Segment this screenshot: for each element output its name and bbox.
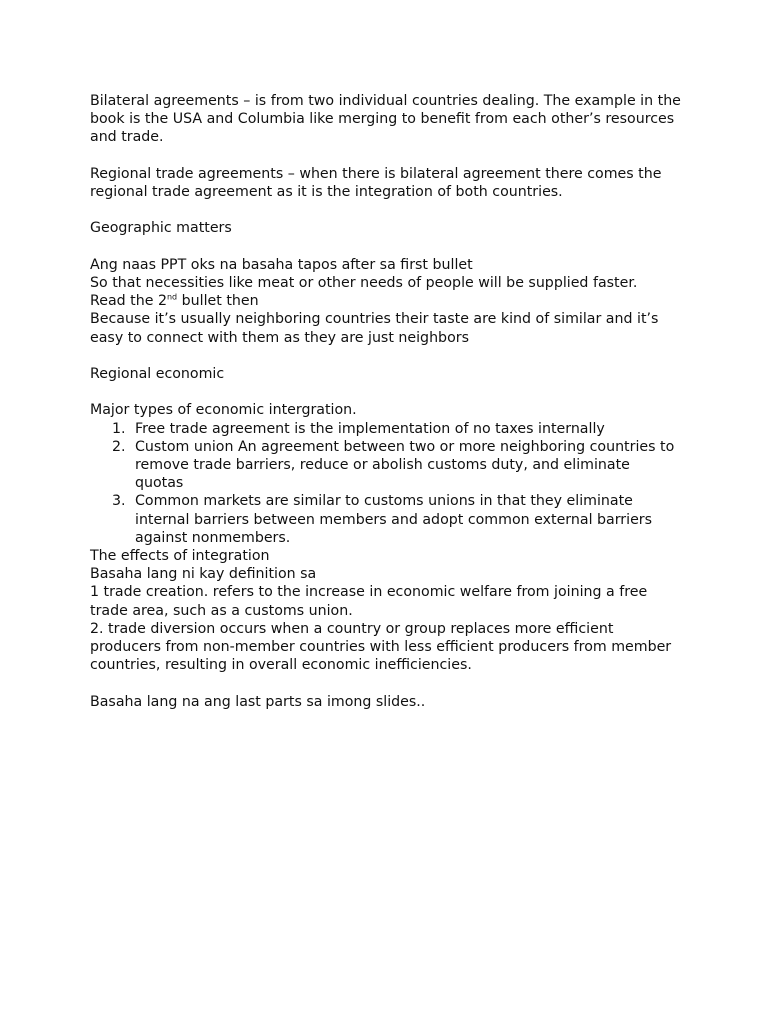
list-number: 3. (112, 493, 126, 510)
blank-line (90, 383, 682, 401)
line-because: Because it’s usually neighboring countries their taste are kind of similar and it’s easy to connect with them as they are just neighbors (90, 311, 659, 346)
document-body (90, 92, 682, 711)
line-major-types: Major types of economic intergration. (90, 402, 357, 419)
read-suffix: bullet then (177, 293, 259, 310)
line-trade-diversion: 2. trade diversion occurs when a country or group replaces more efficient producers from non-member countries with less efficient producers from member countries, resulting in overall economic inefficiencies. (90, 620, 672, 674)
list-number: 2. (112, 438, 126, 455)
paragraph-regional-trade: Regional trade agreements – when there is bilateral agreement there comes the regional trade agreement as it is the integration of both countries. (90, 165, 662, 200)
list-text: Free trade agreement is the implementation of no taxes internally (135, 420, 605, 437)
list-text: Common markets are similar to customs unions in that they eliminate internal barriers between members and adopt common external barriers against nonmembers. (135, 493, 653, 546)
blank-line (90, 201, 682, 219)
line-trade-creation: 1 trade creation. refers to the increase in economic welfare from joining a free trade area, such as a customs union. (90, 584, 648, 619)
heading-regional-economic: Regional economic (90, 365, 225, 382)
blank-line (90, 347, 682, 365)
heading-geographic-matters: Geographic matters (90, 220, 232, 237)
list-number: 1. (112, 420, 126, 437)
list-item (90, 420, 682, 438)
line-necessities: So that necessities like meat or other needs of people will be supplied faster. (90, 274, 638, 291)
list-item (90, 492, 682, 547)
blank-line (90, 674, 682, 692)
line-last-parts: Basaha lang na ang last parts sa imong slides.. (90, 693, 426, 710)
integration-types-list (90, 420, 682, 547)
read-prefix: Read the 2 (90, 293, 167, 310)
blank-line (90, 238, 682, 256)
blank-line (90, 147, 682, 165)
line-read-second-bullet (90, 292, 682, 310)
line-effects: The effects of integration (90, 548, 270, 564)
line-ppt: Ang naas PPT oks na basaha tapos after sa first bullet (90, 256, 473, 273)
read-superscript: nd (166, 292, 178, 302)
list-text: Custom union An agreement between two or more neighboring countries to remove trade barriers, reduce or abolish customs duty, and eliminate quotas (135, 438, 675, 492)
paragraph-bilateral: Bilateral agreements – is from two individual countries dealing. The example in the book is the USA and Columbia like merging to benefit from each other’s resources and trade. (90, 93, 681, 146)
list-item (90, 438, 682, 493)
line-basaha-definition: Basaha lang ni kay definition sa (90, 566, 317, 583)
